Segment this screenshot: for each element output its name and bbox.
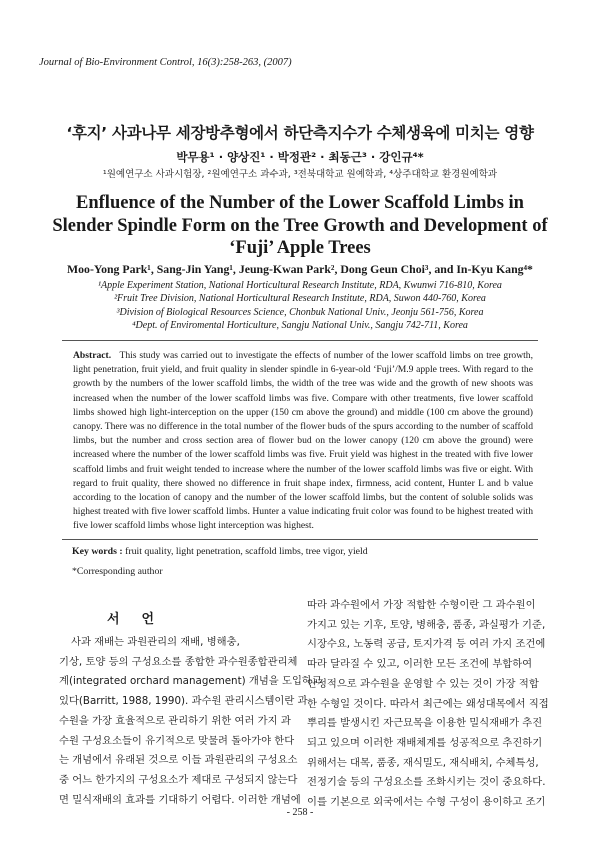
affiliation-4: ⁴Dept. of Enviromental Horticulture, Sangju National Univ., Sangju 742-711, Korea [132,320,468,332]
body-line: 한 수형일 것이다. 따라서 최근에는 왜성대목에서 직접 [307,697,549,710]
authors-korean: 박무용¹ · 양상진¹ · 박정관² · 최동근³ · 강인규⁴* [176,150,424,164]
body-line: 수원을 가장 효율적으로 관리하기 위한 여러 가지 과 [59,714,291,727]
abstract-bottom-rule [62,539,538,540]
affiliation-1: ¹Apple Experiment Station, National Horticultural Research Institute, RDA, Kwunwi 716-810, Korea [98,280,502,291]
keywords-label: Key words : [72,546,123,557]
body-line: 뿌리를 발생시킨 자근묘목을 이용한 밀식재배가 추진 [307,717,543,730]
journal-citation: Journal of Bio-Environment Control, 16(3):258-263, (2007) [39,57,292,68]
body-line: 기상, 토양 등의 구성요소를 종합한 과수원종합관리체 [59,655,298,668]
corresponding-author-note: *Corresponding author [72,566,163,577]
page-number: - 258 - [286,807,314,818]
body-line: 시장수요, 노동력 공급, 토지가격 등 여러 가지 조건에 [307,638,546,651]
keywords-text: fruit quality, light penetration, scaffold limbs, tree vigor, yield [125,546,368,557]
abstract-top-rule [62,340,538,341]
body-line: 는 개념에서 유래된 것으로 이들 과원관리의 구성요소 [59,754,298,767]
affiliations-korean: ¹원예연구소 사과시험장, ²원예연구소 과수과, ³전북대학교 원예학과, ⁴상주대학교 환경원예학과 [102,169,498,180]
section-heading-introduction: 서언 [107,612,177,627]
body-line: 안정적으로 과수원을 운영할 수 있는 것이 가장 적합 [307,677,539,690]
body-line: 면 밀식재배의 효과를 기대하기 어렵다. 이러한 개념에 [59,793,301,806]
body-line: 이를 기본으로 외국에서는 수형 구성이 용이하고 조기 [307,796,546,809]
body-line: 수원 구성요소들이 유기적으로 맞물려 돌아가야 한다 [59,734,295,747]
body-line: 가지고 있는 기후, 토양, 병해충, 품종, 과실평가 기준, [307,618,546,631]
keywords [72,546,368,557]
body-line: 위해서는 대목, 품종, 재식밀도, 재식배치, 수체특성, [307,756,539,769]
affiliation-3: ³Division of Biological Resources Science, Chonbuk National Univ., Jeonju 561-756, Korea [116,306,484,318]
title-korean: ‘후지’ 사과나무 세장방추형에서 하단측지수가 수체생육에 미치는 영향 [66,124,534,142]
title-english: Enfluence of the Number of the Lower Scaffold Limbs in Slender Spindle Form on the Tree Growth and Development of ‘Fuji’ Apple Trees [52,193,548,258]
body-line: 따라 달라질 수 있고, 이러한 모든 조건에 부합하여 [307,658,533,671]
affiliations-english [0,279,600,333]
body-line: 사과 재배는 과원관리의 재배, 병해충, [71,636,240,648]
authors-english: Moo-Yong Park¹, Sang-Jin Yang¹, Jeung-Kwan Park², Dong Geun Choi³, and In-Kyu Kang⁴* [67,262,533,276]
body-column-left [59,633,322,810]
abstract-label: Abstract. [73,350,112,361]
body-line: 전정기술 등의 구성요소를 조화시키는 것이 중요하다. [307,776,546,789]
body-line: 따라 과수원에서 가장 적합한 수형이란 그 과수원이 [307,599,536,611]
body-column-right [307,596,549,813]
affiliation-2: ²Fruit Tree Division, National Horticultural Research Institute, RDA, Suwon 440-760, Korea [114,293,486,305]
abstract [73,349,533,534]
abstract-text: This study was carried out to investigate the effects of number of the lower scaffold limbs on tree growth, light penetration, fruit yield, and fruit quality in slender spindle in 6-year-old ‘Fuji’/M.9 apple trees. With regard to the growth by the numbers of the lower scaffold limbs, the width of the tree was wide and the growth of new shoots was increased when the number of the lower scaffold limbs was five. Compare with other treatments, five lower scaffold limbs showed high light-interception on the upper (150 cm above the ground) and middle (100 cm above the ground) canopy. There was no difference in the total number of the flower buds of the spurs according to the number of scaffold limbs, but the number and cross section area of flower bud on the lower canopy (120 cm above the ground) were increased where the number of the lower scaffold limbs was five. Fruit yield was highest in the treated with five lower scaffold limbs and fruit weight tended to increase where the number of the lower scaffold limbs was five or eight. With regard to fruit quality, there showed no difference in fruit shape index, firmness, acid content, Hunter L and b value according to the location of canopy and the number of the lower scaffold limbs, but the content of soluble solids was highest treated with five lower scaffold limbs. Hunter a value indicating fruit color was found to be highest treated with five lower scaffold limbs whose light interception was highest. [73,350,533,532]
body-line: 중 어느 한가지의 구성요소가 제대로 구성되지 않는다 [59,773,298,786]
body-line: 되고 있으며 이러한 재배체계를 성공적으로 추진하기 [307,736,543,749]
body-line: 계(integrated orchard management) 개념을 도입하고 [59,675,322,688]
body-line: 있다(Barritt, 1988, 1990). 과수원 관리시스템이란 과 [59,695,308,708]
